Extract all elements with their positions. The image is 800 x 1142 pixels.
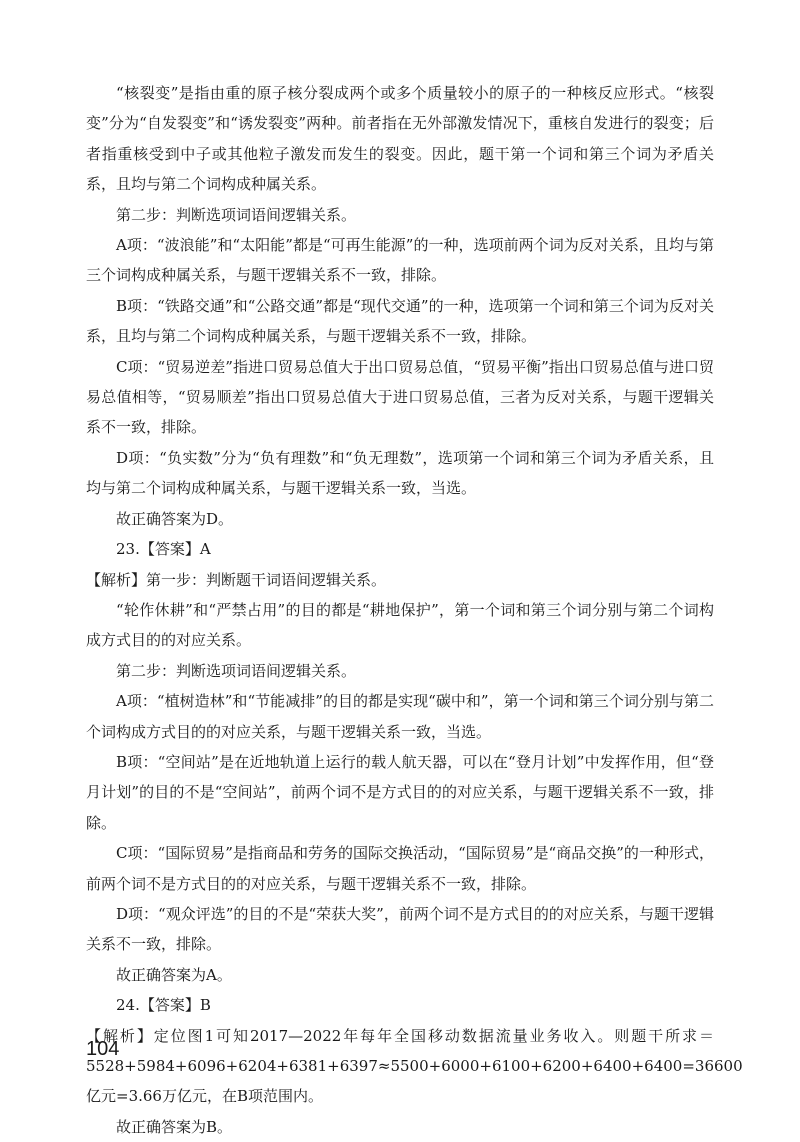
answer-explanation-text: [86, 78, 743, 1142]
analysis-heading: 【解析】第一步：判断题干词语间逻辑关系。: [86, 570, 387, 589]
answer-heading: 24.【答案】B: [116, 996, 211, 1015]
paragraph: B项：“铁路交通”和“公路交通”都是“现代交通”的一种，选项第一个词和第三个词为反对关系，且均与第二个词构成种属关系，与题干逻辑关系不一致，排除。: [86, 296, 714, 346]
paragraph: 第二步：判断选项词语间逻辑关系。: [116, 661, 357, 680]
paragraph: “轮作休耕”和“严禁占用”的目的都是“耕地保护”，第一个词和第三个词分别与第二个词构成方式目的的对应关系。: [86, 600, 714, 650]
paragraph: D项：“负实数”分为“负有理数”和“负无理数”，选项第一个词和第三个词为矛盾关系，且均与第二个词构成种属关系，与题干逻辑关系一致，当选。: [86, 448, 714, 498]
analysis-paragraph: 【解析】定位图1可知2017—2022年每年全国移动数据流量业务收入。则题干所求＝5528+5984+6096+6204+6381+6397≈5500+6000+6100+6200+6400+6400=36600亿元=3.66万亿元，在B项范围内。: [86, 1026, 743, 1106]
page-number: 104: [86, 1038, 120, 1060]
answer-heading: 23.【答案】A: [116, 540, 211, 559]
paragraph: 故正确答案为A。: [116, 965, 232, 984]
paragraph: C项：“贸易逆差”指进口贸易总值大于出口贸易总值，“贸易平衡”指出口贸易总值与进口贸易总值相等，“贸易顺差”指出口贸易总值大于进口贸易总值，三者为反对关系，与题干逻辑关系不一致，排除。: [86, 357, 714, 437]
paragraph: A项：“植树造林”和“节能减排”的目的都是实现“碳中和”，第一个词和第三个词分别与第二个词构成方式目的的对应关系，与题干逻辑关系一致，当选。: [86, 692, 714, 741]
paragraph: “核裂变”是指由重的原子核分裂成两个或多个质量较小的原子的一种核反应形式。“核裂变”分为“自发裂变”和“诱发裂变”两种。前者指在无外部激发情况下，重核自发进行的裂变；后者指重核受到中子或其他粒子激发而发生的裂变。因此，题干第一个词和第三个词为矛盾关系，且均与第二个词构成种属关系。: [86, 84, 714, 194]
paragraph: D项：“观众评选”的目的不是“荣获大奖”，前两个词不是方式目的的对应关系，与题干逻辑关系不一致，排除。: [86, 904, 714, 954]
paragraph: C项：“国际贸易”是指商品和劳务的国际交换活动，“国际贸易”是“商品交换”的一种形式，前两个词不是方式目的的对应关系，与题干逻辑关系不一致，排除。: [86, 844, 714, 893]
paragraph: 故正确答案为D。: [116, 509, 234, 528]
paragraph: B项：“空间站”是在近地轨道上运行的载人航天器，可以在“登月计划”中发挥作用，但“登月计划”的目的不是“空间站”，前两个词不是方式目的的对应关系，与题干逻辑关系不一致，排除。: [86, 752, 714, 832]
paragraph: 第二步：判断选项词语间逻辑关系。: [116, 205, 357, 224]
paragraph: 故正确答案为B。: [116, 1117, 233, 1136]
paragraph: A项：“波浪能”和“太阳能”都是“可再生能源”的一种，选项前两个词为反对关系，且均与第三个词构成种属关系，与题干逻辑关系不一致，排除。: [86, 236, 714, 285]
